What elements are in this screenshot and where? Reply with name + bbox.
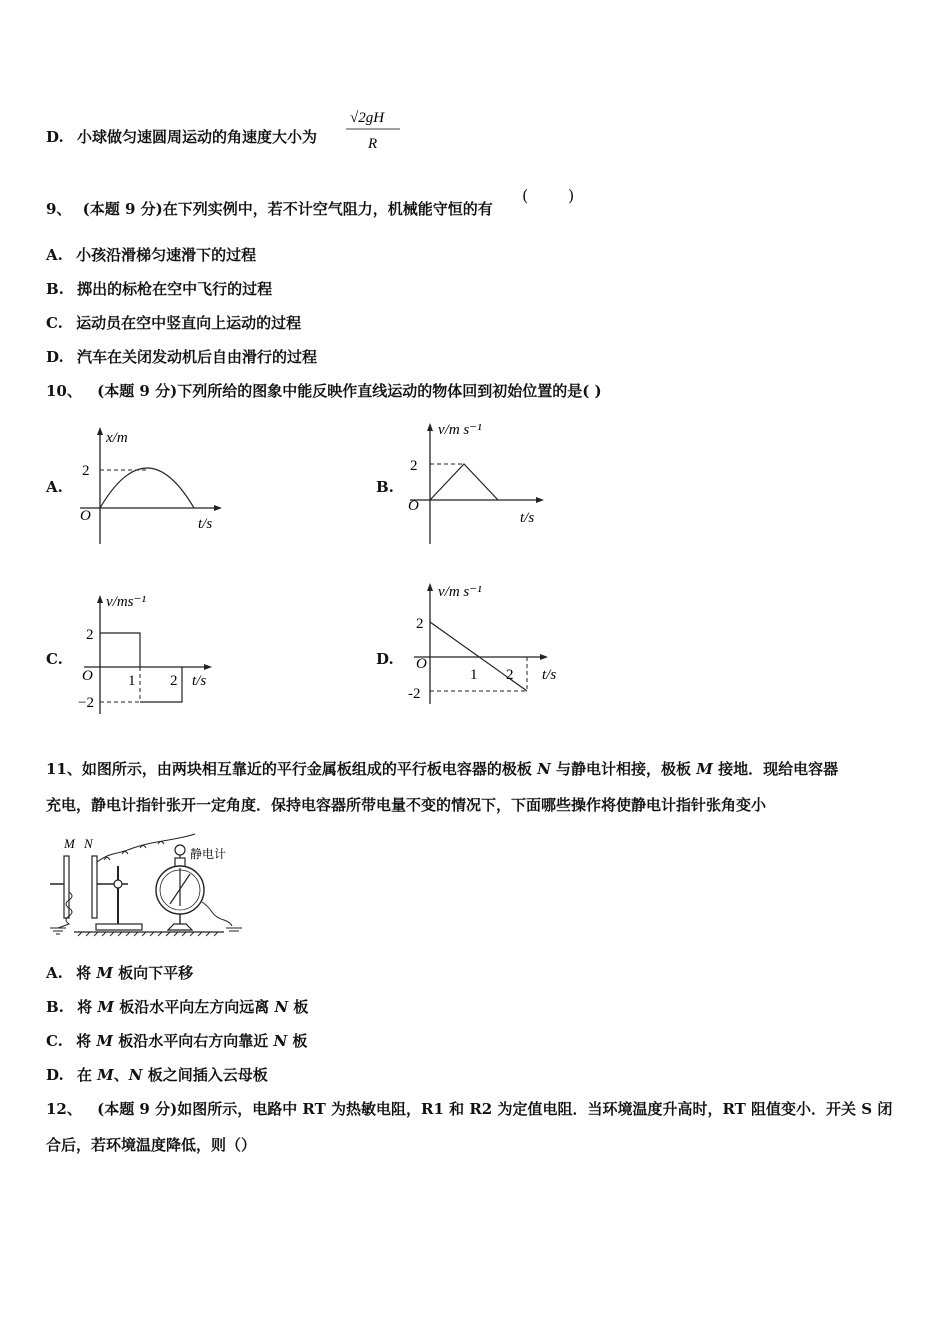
var-m: M xyxy=(97,1066,114,1084)
option-letter: B. xyxy=(46,280,64,298)
option-text: 掷出的标枪在空中飞行的过程 xyxy=(77,280,273,298)
q10-stem xyxy=(46,380,602,402)
question-stem: 在下列实例中，若不计空气阻力，机械能守恒的有 xyxy=(162,200,493,218)
graph-b-letter: B. xyxy=(376,478,394,496)
tick-label: 2 xyxy=(170,673,178,689)
option-text: 汽车在关闭发动机后自由滑行的过程 xyxy=(76,348,317,366)
tick-label: −2 xyxy=(78,695,94,711)
tick-label: 1 xyxy=(470,667,478,683)
question-stem: 合后，若环境温度降低，则（） xyxy=(46,1136,257,1154)
stem-text: 接地．现给电容器 xyxy=(712,760,839,778)
q11-option-d xyxy=(46,1064,268,1086)
option-text: 、 xyxy=(113,1066,129,1084)
q11-stem-line1 xyxy=(46,758,838,780)
origin-label: O xyxy=(80,508,91,524)
option-letter: C. xyxy=(46,314,63,332)
option-text: 板 xyxy=(287,1032,308,1050)
question-number: 12、 xyxy=(46,1100,82,1118)
stem-text: 与静电计相接，极板 xyxy=(550,760,697,778)
var-m: M xyxy=(96,964,113,982)
option-text: 板 xyxy=(288,998,309,1016)
q12-stem-line1 xyxy=(46,1098,892,1120)
q9-option-a xyxy=(46,244,256,266)
stem-text: 充电，静电计指针张开一定角度．保持电容器所带电量不变的情况下，下面哪些操作将使静电计指针张角变小 xyxy=(46,796,767,814)
option-letter: D. xyxy=(46,348,64,366)
option-text: 板向下平移 xyxy=(112,964,194,982)
origin-label: O xyxy=(82,668,93,684)
question-stem: 下列所给的图象中能反映作直线运动的物体回到初始位置的是( ) xyxy=(177,382,602,400)
q9-option-d xyxy=(46,346,317,368)
graph-d xyxy=(400,580,580,710)
formula-numerator: √2gH xyxy=(350,110,385,126)
x-axis-label: t/s xyxy=(520,510,535,526)
q9-stem xyxy=(46,198,493,220)
question-number: 10、 xyxy=(46,382,82,400)
graph-d-letter: D. xyxy=(376,650,394,668)
q9-option-b xyxy=(46,278,272,300)
tick-label: 2 xyxy=(410,458,418,474)
option-text: 运动员在空中竖直向上运动的过程 xyxy=(76,314,302,332)
var-m: M xyxy=(96,1032,113,1050)
figure-label-n: N xyxy=(84,836,93,851)
stem-text: 11、如图所示，由两块相互靠近的平行金属板组成的平行板电容器的极板 xyxy=(46,760,538,778)
var-n: N xyxy=(273,1032,288,1050)
q9-option-c xyxy=(46,312,301,334)
option-text: 小球做匀速圆周运动的角速度大小为 xyxy=(76,128,317,146)
option-letter: A. xyxy=(46,964,63,982)
option-text: 将 xyxy=(76,964,97,982)
option-letter: C. xyxy=(46,1032,63,1050)
graph-c-letter: C. xyxy=(46,650,63,668)
var-n: N xyxy=(274,998,289,1016)
q11-option-c xyxy=(46,1030,307,1052)
angular-velocity-formula xyxy=(344,102,404,154)
y-axis-label: v/m s⁻¹ xyxy=(438,584,482,600)
answer-paren-close: ) xyxy=(568,186,575,205)
var-n: N xyxy=(128,1066,143,1084)
option-text: 板沿水平向左方向远离 xyxy=(113,998,275,1016)
q12-stem-line2 xyxy=(46,1134,256,1156)
graph-a-letter: A. xyxy=(46,478,63,496)
q11-stem-line2 xyxy=(46,794,766,816)
q11-option-a xyxy=(46,962,193,984)
x-axis-label: t/s xyxy=(198,516,213,532)
question-stem: 如图所示，电路中 RT 为热敏电阻，R1 和 R2 为定值电阻．当环境温度升高时，RT 阻值变小．开关 S 闭 xyxy=(177,1100,893,1118)
question-score: (本题 9 分) xyxy=(97,382,178,400)
option-text: 板沿水平向右方向靠近 xyxy=(112,1032,274,1050)
option-text: 在 xyxy=(76,1066,98,1084)
figure-label-meter: 静电计 xyxy=(190,847,227,861)
var-m: M xyxy=(97,998,114,1016)
graph-c xyxy=(70,590,230,720)
tick-label: 2 xyxy=(82,463,90,479)
x-axis-label: t/s xyxy=(542,667,557,683)
graph-b xyxy=(400,418,560,546)
q8-option-d xyxy=(46,126,317,148)
option-text: 小孩沿滑梯匀速滑下的过程 xyxy=(76,246,257,264)
var-m: M xyxy=(696,760,713,778)
origin-label: O xyxy=(416,656,427,672)
option-text: 将 xyxy=(77,998,98,1016)
option-letter: A. xyxy=(46,246,63,264)
formula-denominator: R xyxy=(368,136,378,152)
y-axis-label: x/m xyxy=(106,430,128,446)
y-axis-label: v/m s⁻¹ xyxy=(438,422,482,438)
q11-option-b xyxy=(46,996,308,1018)
option-letter: D. xyxy=(46,128,64,146)
tick-label: -2 xyxy=(408,686,421,702)
option-text: 板之间插入云母板 xyxy=(142,1066,268,1084)
graph-a xyxy=(70,424,230,548)
var-n: N xyxy=(537,760,551,778)
option-text: 将 xyxy=(76,1032,97,1050)
tick-label: 2 xyxy=(416,616,424,632)
question-score: (本题 9 分) xyxy=(97,1100,178,1118)
answer-paren-open: ( xyxy=(522,186,529,205)
electrometer-figure xyxy=(44,832,244,944)
option-letter: B. xyxy=(46,998,64,1016)
y-axis-label: v/ms⁻¹ xyxy=(106,594,146,610)
tick-label: 2 xyxy=(506,667,514,683)
tick-label: 2 xyxy=(86,627,94,643)
question-score: (本题 9 分) xyxy=(82,200,163,218)
origin-label: O xyxy=(408,498,419,514)
figure-label-m: M xyxy=(64,836,75,851)
x-axis-label: t/s xyxy=(192,673,207,689)
tick-label: 1 xyxy=(128,673,136,689)
question-number: 9、 xyxy=(46,200,72,218)
option-letter: D. xyxy=(46,1066,64,1084)
